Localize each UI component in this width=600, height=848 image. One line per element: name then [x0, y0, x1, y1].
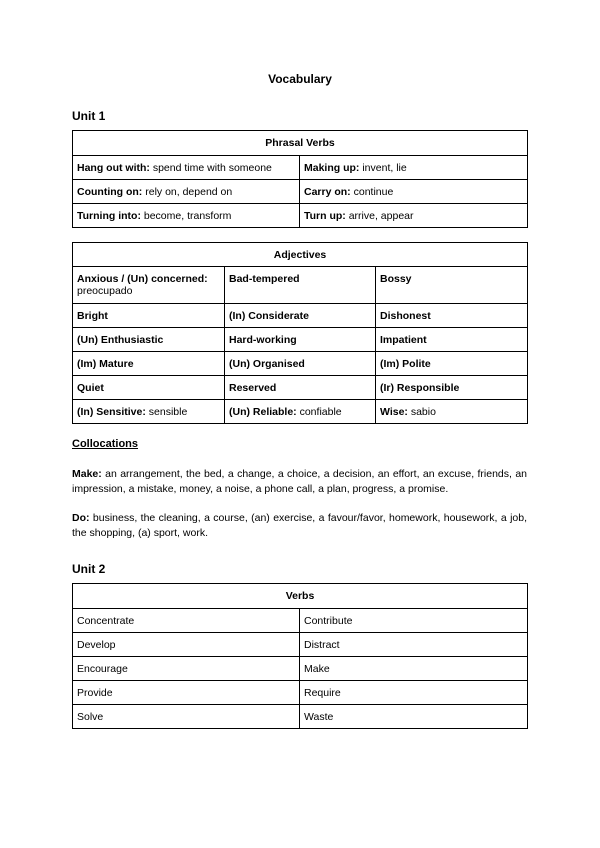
verb-cell: Waste [300, 705, 528, 729]
adjective-term: Anxious / (Un) concerned: [77, 273, 208, 285]
do-text: business, the cleaning, a course, (an) exercise, a favour/favor, homework, housework, a job, the shopping, (a) sport, work. [72, 512, 528, 539]
adjective-term: Dishonest [380, 309, 431, 322]
do-label: Do: [72, 512, 90, 524]
phrasal-verbs-header: Phrasal Verbs [73, 131, 528, 156]
table-row [73, 376, 528, 400]
phrasal-cell [73, 156, 300, 180]
adjective-cell [376, 328, 528, 352]
table-row [73, 400, 528, 424]
verb-cell: Develop [73, 633, 300, 657]
adjective-term: (Ir) Responsible [380, 381, 460, 394]
phrasal-def: invent, lie [362, 161, 407, 174]
adjective-cell [376, 400, 528, 424]
adjective-term: Wise: [380, 405, 408, 418]
phrasal-def: continue [353, 185, 394, 198]
adjective-cell [73, 352, 225, 376]
adjective-cell [225, 352, 376, 376]
verbs-header: Verbs [73, 584, 528, 609]
do-collocations [72, 511, 527, 541]
adjective-term: Reserved [229, 381, 277, 394]
collocations-heading: Collocations [72, 438, 139, 450]
table-row [73, 609, 528, 633]
table-row [73, 352, 528, 376]
adjective-term: (Un) Organised [229, 357, 305, 370]
adjective-term: Hard-working [229, 333, 297, 346]
phrasal-term: Hang out with: [77, 161, 150, 174]
adjective-cell [225, 304, 376, 328]
table-row [73, 633, 528, 657]
page-title: Vocabulary [268, 72, 332, 86]
table-row [73, 328, 528, 352]
adjective-term: Bossy [380, 273, 412, 285]
adjective-cell [73, 328, 225, 352]
phrasal-cell [300, 180, 528, 204]
table-row [73, 304, 528, 328]
verb-cell: Distract [300, 633, 528, 657]
phrasal-term: Turning into: [77, 209, 141, 222]
phrasal-term: Making up: [304, 161, 360, 174]
phrasal-verbs-table [72, 130, 528, 228]
verb-cell: Require [300, 681, 528, 705]
phrasal-def: rely on, depend on [145, 185, 233, 198]
verb-cell: Contribute [300, 609, 528, 633]
adjective-term: (In) Considerate [229, 309, 309, 322]
adjective-cell [225, 376, 376, 400]
phrasal-term: Counting on: [77, 185, 143, 198]
unit1-heading: Unit 1 [72, 109, 106, 123]
adjective-term: Impatient [380, 333, 427, 346]
adjective-cell [73, 376, 225, 400]
table-row [73, 681, 528, 705]
make-label: Make: [72, 468, 102, 480]
phrasal-def: spend time with someone [152, 161, 272, 174]
phrasal-def: become, transform [143, 209, 232, 222]
phrasal-cell [300, 204, 528, 228]
table-row [73, 180, 528, 204]
adjective-def: confiable [299, 405, 342, 418]
verb-cell: Make [300, 657, 528, 681]
phrasal-cell [300, 156, 528, 180]
adjective-cell [73, 267, 225, 304]
adjective-term: (Un) Enthusiastic [77, 333, 164, 346]
adjective-def: preocupado [77, 285, 133, 297]
adjective-term: (Un) Reliable: [229, 405, 297, 418]
make-collocations [72, 467, 527, 497]
adjective-cell [225, 267, 376, 304]
adjective-term: Bright [77, 309, 108, 322]
verb-cell: Provide [73, 681, 300, 705]
phrasal-def: arrive, appear [348, 209, 414, 222]
verb-cell: Solve [73, 705, 300, 729]
adjective-term: Bad-tempered [229, 273, 300, 285]
verb-cell: Encourage [73, 657, 300, 681]
adjective-def: sensible [148, 405, 188, 418]
unit2-heading: Unit 2 [72, 562, 106, 576]
adjective-term: Quiet [77, 381, 104, 394]
table-row [73, 705, 528, 729]
adjective-cell [376, 352, 528, 376]
adjective-term: (Im) Mature [77, 357, 134, 370]
adjective-cell [225, 400, 376, 424]
verbs-table [72, 583, 528, 729]
phrasal-term: Turn up: [304, 209, 346, 222]
table-row [73, 657, 528, 681]
verb-cell: Concentrate [73, 609, 300, 633]
adjective-cell [73, 400, 225, 424]
table-row [73, 156, 528, 180]
phrasal-term: Carry on: [304, 185, 351, 198]
make-text: an arrangement, the bed, a change, a choice, a decision, an effort, an excuse, friends, an impression, a mistake, money, a noise, a phone call, a plan, progress, a promise. [72, 468, 527, 495]
adjective-cell [376, 267, 528, 304]
table-row [73, 204, 528, 228]
phrasal-cell [73, 204, 300, 228]
adjective-def: sabio [410, 405, 436, 418]
adjective-cell [73, 304, 225, 328]
adjectives-header: Adjectives [73, 243, 528, 267]
table-row [73, 267, 528, 304]
phrasal-cell [73, 180, 300, 204]
adjective-term: (In) Sensitive: [77, 405, 146, 418]
adjective-cell [376, 376, 528, 400]
adjective-cell [376, 304, 528, 328]
adjective-cell [225, 328, 376, 352]
adjectives-table [72, 242, 528, 424]
adjective-term: (Im) Polite [380, 357, 431, 370]
